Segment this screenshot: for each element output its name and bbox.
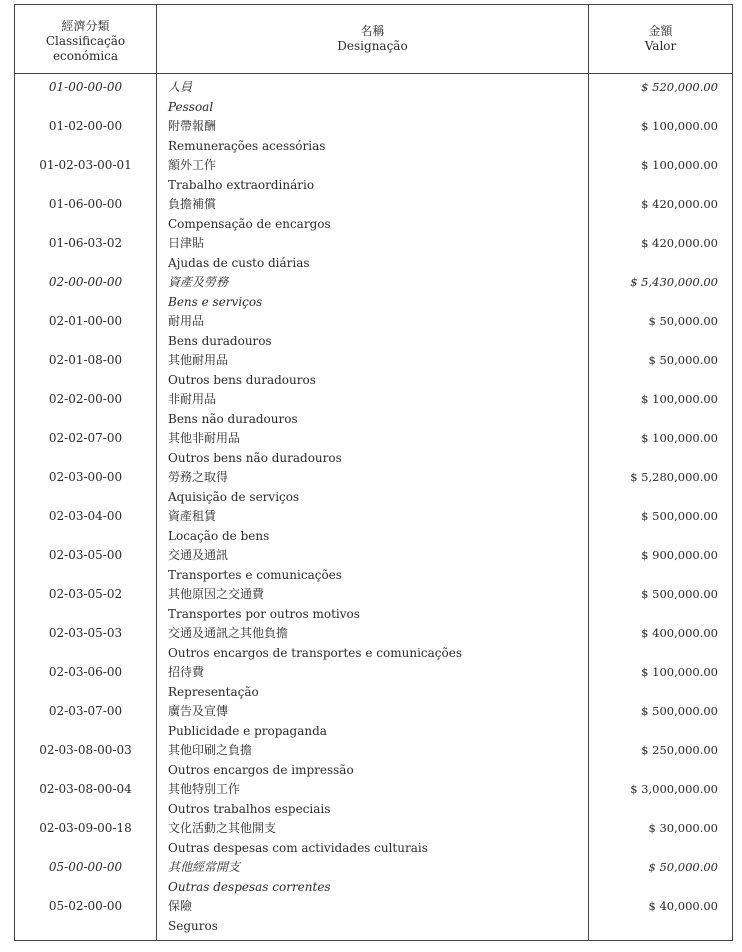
header-value-cn: 金額 [648, 24, 673, 38]
row-code-text: 01-02-00-00 [48, 119, 123, 133]
row-code-text: 02-03-07-00 [48, 704, 123, 718]
row-designation [157, 273, 589, 312]
row-code-text: 02-03-05-00 [48, 548, 123, 562]
row-value [589, 702, 733, 741]
row-name-cn: 負擔補償 [168, 197, 217, 211]
row-value [589, 663, 733, 702]
row-code-text: 02-03-05-03 [48, 626, 123, 640]
row-name-cn: 其他耐用品 [168, 353, 229, 367]
row-name-pt: Locação de bens [168, 528, 270, 543]
table-row [15, 273, 733, 312]
table-row [15, 468, 733, 507]
row-value [589, 273, 733, 312]
row-designation [157, 156, 589, 195]
row-value-text: $ 3,000,000.00 [630, 782, 718, 796]
row-designation [157, 390, 589, 429]
row-designation [157, 74, 589, 118]
row-designation [157, 429, 589, 468]
row-name-cn: 日津貼 [168, 236, 205, 250]
row-value-text: $ 50,000.00 [648, 353, 718, 367]
row-value [589, 507, 733, 546]
row-code [15, 741, 157, 780]
row-name-pt: Bens duradouros [168, 333, 272, 348]
row-name-cn: 交通及通訊之其他負擔 [168, 626, 289, 640]
row-designation [157, 624, 589, 663]
row-code-text: 02-01-08-00 [48, 353, 123, 367]
row-code [15, 117, 157, 156]
header-name-pt: Designação [337, 39, 408, 53]
row-value-text: $ 30,000.00 [648, 821, 718, 835]
row-name-pt: Bens e serviços [168, 294, 263, 309]
row-value [589, 234, 733, 273]
row-name-cn: 其他原因之交通費 [168, 587, 265, 601]
row-designation [157, 897, 589, 941]
row-value-text: $ 50,000.00 [648, 314, 718, 328]
row-value [589, 897, 733, 941]
row-value-text: $ 100,000.00 [641, 431, 718, 445]
row-designation [157, 468, 589, 507]
row-designation [157, 741, 589, 780]
row-name-cn: 附帶報酬 [168, 119, 217, 133]
row-name-pt: Outros encargos de impressão [168, 762, 354, 777]
table-row [15, 663, 733, 702]
row-designation [157, 507, 589, 546]
row-value-text: $ 420,000.00 [641, 236, 718, 250]
row-code-text: 02-00-00-00 [48, 275, 123, 289]
row-name-pt: Outros encargos de transportes e comunicações [168, 645, 462, 660]
row-value [589, 546, 733, 585]
row-name-pt: Outros bens não duradouros [168, 450, 342, 465]
row-value-text: $ 100,000.00 [641, 392, 718, 406]
row-name-cn: 非耐用品 [168, 392, 217, 406]
row-code-text: 01-02-03-00-01 [39, 158, 132, 172]
row-code [15, 858, 157, 897]
row-value-text: $ 100,000.00 [641, 158, 718, 172]
row-value-text: $ 50,000.00 [648, 860, 718, 874]
row-name-pt: Outras despesas com actividades culturais [168, 840, 428, 855]
header-code-cn: 經濟分類 [61, 18, 110, 33]
header-value-pt: Valor [644, 39, 677, 53]
table-row [15, 74, 733, 118]
table-row [15, 351, 733, 390]
row-name-cn: 其他特別工作 [168, 782, 241, 796]
table-row [15, 741, 733, 780]
row-name-pt: Trabalho extraordinário [168, 177, 315, 192]
row-code [15, 234, 157, 273]
row-code [15, 273, 157, 312]
row-name-cn: 招待費 [168, 665, 205, 679]
row-name-cn: 額外工作 [168, 158, 217, 172]
row-value [589, 780, 733, 819]
row-designation [157, 702, 589, 741]
table-row [15, 234, 733, 273]
table-row [15, 585, 733, 624]
row-name-pt: Outras despesas correntes [168, 879, 331, 894]
row-code-text: 02-03-06-00 [48, 665, 123, 679]
row-value-text: $ 40,000.00 [648, 899, 718, 913]
row-code [15, 312, 157, 351]
row-code [15, 819, 157, 858]
row-name-pt: Ajudas de custo diárias [168, 255, 310, 270]
row-code-text: 02-03-04-00 [48, 509, 123, 523]
row-code [15, 390, 157, 429]
table-row [15, 156, 733, 195]
row-name-pt: Transportes e comunicações [168, 567, 342, 582]
row-value-text: $ 500,000.00 [641, 509, 718, 523]
row-code [15, 74, 157, 118]
table-row [15, 819, 733, 858]
row-designation [157, 312, 589, 351]
row-value [589, 585, 733, 624]
row-code [15, 585, 157, 624]
table-row [15, 117, 733, 156]
row-value-text: $ 5,280,000.00 [630, 470, 718, 484]
row-code [15, 663, 157, 702]
row-value [589, 74, 733, 118]
row-name-cn: 文化活動之其他開支 [168, 821, 277, 835]
table-row [15, 195, 733, 234]
table-row [15, 312, 733, 351]
row-code [15, 429, 157, 468]
row-name-pt: Transportes por outros motivos [168, 606, 360, 621]
row-name-pt: Outros bens duradouros [168, 372, 316, 387]
row-code-text: 02-02-00-00 [48, 392, 123, 406]
row-code-text: 02-03-00-00 [48, 470, 123, 484]
row-value [589, 390, 733, 429]
table-row [15, 507, 733, 546]
row-code [15, 702, 157, 741]
row-code-text: 05-02-00-00 [48, 899, 123, 913]
row-value-text: $ 250,000.00 [641, 743, 718, 757]
row-code-text: 02-01-00-00 [48, 314, 123, 328]
row-name-pt: Seguros [168, 918, 218, 933]
row-name-cn: 資產租賃 [168, 509, 217, 523]
budget-table [14, 4, 733, 941]
row-value [589, 741, 733, 780]
table-row [15, 624, 733, 663]
row-code [15, 156, 157, 195]
row-code [15, 897, 157, 941]
row-designation [157, 546, 589, 585]
row-code [15, 546, 157, 585]
row-value [589, 351, 733, 390]
row-value-text: $ 100,000.00 [641, 119, 718, 133]
row-name-pt: Publicidade e propaganda [168, 723, 327, 738]
row-designation [157, 351, 589, 390]
row-designation [157, 117, 589, 156]
table-row [15, 858, 733, 897]
row-value-text: $ 500,000.00 [641, 587, 718, 601]
row-value [589, 312, 733, 351]
row-code [15, 780, 157, 819]
row-code [15, 195, 157, 234]
row-value [589, 117, 733, 156]
row-code-text: 02-03-05-02 [48, 587, 123, 601]
row-designation [157, 195, 589, 234]
row-designation [157, 234, 589, 273]
row-value-text: $ 500,000.00 [641, 704, 718, 718]
table-row [15, 390, 733, 429]
header-name [157, 5, 589, 74]
header-name-cn: 名稱 [360, 24, 385, 38]
header-value [589, 5, 733, 74]
row-value-text: $ 900,000.00 [641, 548, 718, 562]
table-header-row [15, 5, 733, 74]
row-code-text: 02-02-07-00 [48, 431, 123, 445]
row-name-cn: 交通及通訊 [168, 548, 229, 562]
row-code-text: 01-06-03-02 [48, 236, 123, 250]
row-name-cn: 其他印刷之負擔 [168, 743, 253, 757]
row-value-text: $ 100,000.00 [641, 665, 718, 679]
row-name-pt: Pessoal [168, 99, 214, 114]
row-name-pt: Outros trabalhos especiais [168, 801, 331, 816]
row-name-pt: Representação [168, 684, 259, 699]
table-row [15, 780, 733, 819]
table-row [15, 546, 733, 585]
row-designation [157, 780, 589, 819]
row-value-text: $ 520,000.00 [641, 80, 718, 94]
row-name-cn: 勞務之取得 [168, 470, 229, 484]
row-value [589, 858, 733, 897]
row-value-text: $ 400,000.00 [641, 626, 718, 640]
row-code [15, 468, 157, 507]
row-name-pt: Compensação de encargos [168, 216, 331, 231]
row-designation [157, 819, 589, 858]
header-code-pt-2: económica [52, 48, 119, 63]
row-code-text: 01-00-00-00 [48, 80, 123, 94]
row-name-cn: 其他非耐用品 [168, 431, 241, 445]
row-value [589, 156, 733, 195]
table-row [15, 702, 733, 741]
row-name-pt: Aquisição de serviços [168, 489, 300, 504]
row-code-text: 02-03-08-00-04 [39, 782, 132, 796]
table-row [15, 429, 733, 468]
row-designation [157, 663, 589, 702]
row-value [589, 195, 733, 234]
row-designation [157, 585, 589, 624]
header-code [15, 5, 157, 74]
row-code-text: 05-00-00-00 [48, 860, 123, 874]
row-value [589, 624, 733, 663]
row-name-cn: 廣告及宣傳 [168, 704, 229, 718]
row-value [589, 429, 733, 468]
row-name-pt: Remunerações acessórias [168, 138, 326, 153]
row-code-text: 02-03-09-00-18 [39, 821, 132, 835]
row-value-text: $ 420,000.00 [641, 197, 718, 211]
row-designation [157, 858, 589, 897]
row-code-text: 01-06-00-00 [48, 197, 123, 211]
row-code [15, 624, 157, 663]
row-name-pt: Bens não duradouros [168, 411, 298, 426]
table-row [15, 897, 733, 941]
row-code-text: 02-03-08-00-03 [39, 743, 132, 757]
row-code [15, 507, 157, 546]
row-code [15, 351, 157, 390]
row-value [589, 468, 733, 507]
row-value [589, 819, 733, 858]
row-name-cn: 耐用品 [168, 314, 205, 328]
row-name-cn: 其他經常開支 [168, 860, 241, 874]
row-name-cn: 保險 [168, 899, 193, 913]
row-value-text: $ 5,430,000.00 [630, 275, 718, 289]
row-name-cn: 資產及勞務 [168, 275, 229, 289]
row-name-cn: 人員 [168, 80, 193, 94]
header-code-pt-1: Classificação [45, 33, 126, 48]
